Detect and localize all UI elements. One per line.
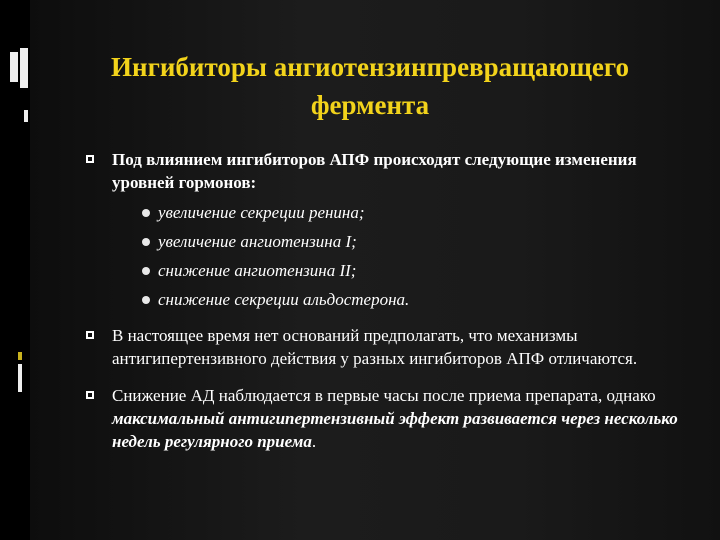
square-bullet-icon xyxy=(86,331,94,339)
subitem-4-text: снижение секреции альдостерона. xyxy=(158,290,410,309)
deco-bar-2 xyxy=(10,52,18,82)
left-decoration xyxy=(0,0,30,540)
bullet-3-text: Снижение АД наблюдается в первые часы после приема препарата, однако xyxy=(112,386,656,405)
title-line-1: Ингибиторы ангиотензинпревращающего xyxy=(111,52,629,82)
square-bullet-icon xyxy=(86,391,94,399)
bullet-1 xyxy=(86,148,686,194)
title-line-2: фермента xyxy=(310,90,430,120)
bullet-1-text: Под влиянием ингибиторов АПФ происходят следующие изменения уровней гормонов: xyxy=(112,150,637,192)
round-bullet-icon xyxy=(142,267,150,275)
subitem-1 xyxy=(86,198,686,227)
subitem-2-text: увеличение ангиотензина I; xyxy=(158,232,357,251)
round-bullet-icon xyxy=(142,238,150,246)
square-bullet-icon xyxy=(86,155,94,163)
subitem-4 xyxy=(86,285,686,314)
deco-bar-3 xyxy=(24,110,28,122)
bullet-2-text: В настоящее время нет оснований предполагать, что механизмы антигипертензивного действия у разных ингибиторов АПФ отличаются. xyxy=(112,326,638,368)
slide-body xyxy=(86,148,686,457)
subitem-3 xyxy=(86,256,686,285)
subitem-3-text: снижение ангиотензина II; xyxy=(158,261,357,280)
bullet-3 xyxy=(86,384,686,453)
round-bullet-icon xyxy=(142,209,150,217)
deco-bar-1 xyxy=(20,48,28,88)
slide-title xyxy=(60,48,680,124)
bullet-2 xyxy=(86,324,686,370)
round-bullet-icon xyxy=(142,296,150,304)
subitem-2 xyxy=(86,227,686,256)
deco-yellow-1 xyxy=(18,352,22,360)
bullet-3-emphasis: максимальный антигипертензивный эффект развивается через несколько недель регулярного приема xyxy=(112,409,678,451)
bullet-3-end: . xyxy=(311,432,317,451)
subitem-1-text: увеличение секреции ренина; xyxy=(158,203,365,222)
deco-bar-4 xyxy=(18,364,22,392)
